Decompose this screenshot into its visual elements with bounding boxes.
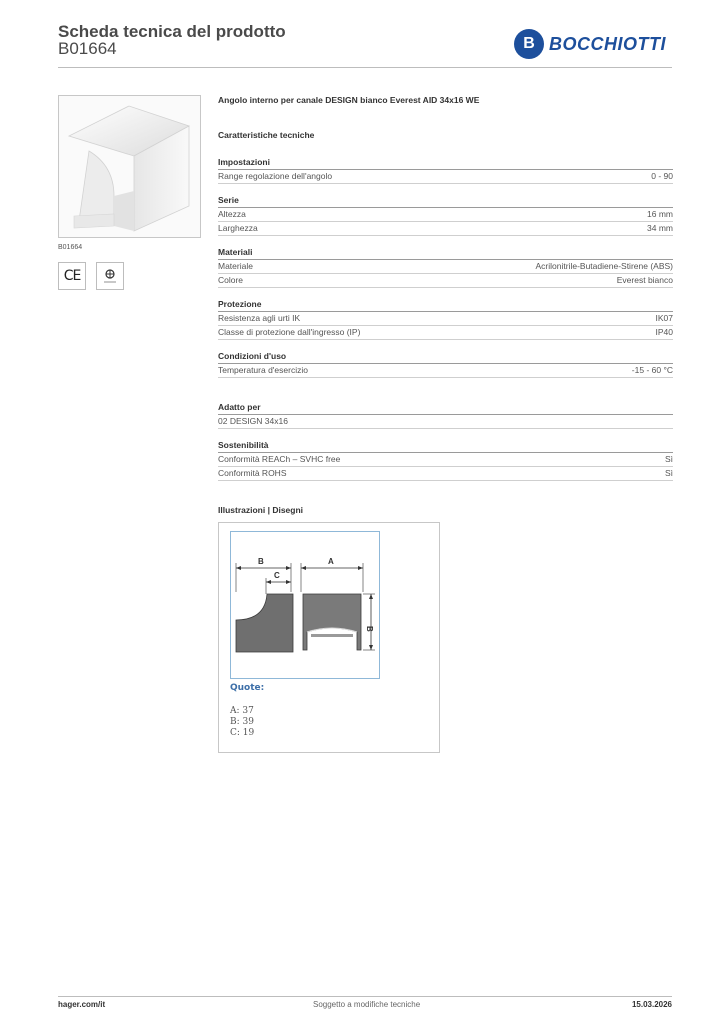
approval-mark-icon bbox=[96, 262, 124, 290]
quote-b: B: 39 bbox=[230, 717, 254, 727]
spec-row bbox=[218, 208, 673, 222]
spec-value: Acrilonitrile-Butadiene-Stirene (ABS) bbox=[535, 261, 673, 271]
group-impostazioni bbox=[218, 157, 673, 184]
spec-label: Materiale bbox=[218, 261, 253, 271]
footer-date: 15.03.2026 bbox=[631, 1000, 672, 1009]
technical-content bbox=[218, 95, 673, 753]
spec-value: Sì bbox=[664, 454, 673, 464]
spec-value: IK07 bbox=[655, 313, 673, 323]
group-condizioni-uso bbox=[218, 351, 673, 378]
page-header bbox=[58, 20, 672, 68]
spec-row bbox=[218, 364, 673, 378]
quote-a: A: 37 bbox=[230, 706, 254, 716]
group-title: Protezione bbox=[218, 299, 673, 312]
spec-label: 02 DESIGN 34x16 bbox=[218, 416, 288, 426]
spec-label: Altezza bbox=[218, 209, 246, 219]
spec-value: 34 mm bbox=[647, 223, 673, 233]
page-footer bbox=[58, 996, 672, 1016]
group-serie bbox=[218, 195, 673, 236]
logo-text: BOCCHIOTTI bbox=[549, 33, 666, 54]
spec-label: Temperatura d'esercizio bbox=[218, 365, 308, 375]
ce-mark-icon: CE bbox=[58, 262, 86, 290]
spec-row bbox=[218, 467, 673, 481]
quote-c: C: 19 bbox=[230, 728, 255, 738]
group-title: Adatto per bbox=[218, 402, 673, 415]
group-protezione bbox=[218, 299, 673, 340]
spec-row bbox=[218, 274, 673, 288]
spec-row bbox=[218, 326, 673, 340]
spec-label: Colore bbox=[218, 275, 244, 285]
spec-row bbox=[218, 415, 673, 429]
spec-label: Conformità ROHS bbox=[218, 468, 287, 478]
group-title: Sostenibilità bbox=[218, 440, 673, 453]
product-photo bbox=[58, 95, 201, 238]
footer-disclaimer: Soggetto a modifiche tecniche bbox=[313, 1000, 421, 1009]
group-materiali bbox=[218, 247, 673, 288]
page-title: Scheda tecnica del prodotto bbox=[58, 22, 286, 41]
spec-row bbox=[218, 222, 673, 236]
spec-value: IP40 bbox=[655, 327, 673, 337]
spec-row bbox=[218, 453, 673, 467]
spec-value: Everest bianco bbox=[616, 275, 673, 285]
logo-mark-icon: B bbox=[514, 29, 544, 59]
product-name: Angolo interno per canale DESIGN bianco Everest AID 34x16 WE bbox=[218, 95, 480, 105]
group-title: Impostazioni bbox=[218, 157, 673, 170]
spec-value: 16 mm bbox=[647, 209, 673, 219]
dim-label-c: C bbox=[274, 571, 280, 580]
group-title: Serie bbox=[218, 195, 673, 208]
spec-label: Resistenza agli urti IK bbox=[218, 313, 301, 323]
group-sostenibilita bbox=[218, 440, 673, 481]
spec-row bbox=[218, 170, 673, 184]
spec-label: Larghezza bbox=[218, 223, 258, 233]
footer-website-link[interactable]: hager.com/it bbox=[58, 1000, 106, 1009]
group-title: Condizioni d'uso bbox=[218, 351, 673, 364]
group-adatto-per bbox=[218, 402, 673, 429]
spec-label: Conformità REACh – SVHC free bbox=[218, 454, 341, 464]
group-title: Materiali bbox=[218, 247, 673, 260]
tech-section-title: Caratteristiche tecniche bbox=[218, 130, 315, 140]
bocchiotti-logo bbox=[514, 28, 666, 60]
dim-label-b-vertical: B bbox=[365, 626, 374, 632]
illustrations-title: Illustrazioni | Disegni bbox=[218, 505, 304, 515]
dim-label-b: B bbox=[258, 557, 264, 566]
dim-label-a: A bbox=[328, 557, 334, 566]
photo-caption: B01664 bbox=[58, 244, 83, 251]
spec-value: 0 - 90 bbox=[651, 171, 673, 181]
spec-label: Classe di protezione dall'ingresso (IP) bbox=[218, 327, 361, 337]
spec-row bbox=[218, 312, 673, 326]
spec-value: Sì bbox=[664, 468, 673, 478]
spec-row bbox=[218, 260, 673, 274]
product-code: B01664 bbox=[58, 39, 117, 58]
illustration-box bbox=[218, 522, 440, 753]
spec-label: Range regolazione dell'angolo bbox=[218, 171, 333, 181]
spec-value: -15 - 60 °C bbox=[631, 365, 673, 375]
technical-drawing bbox=[230, 531, 380, 679]
quote-title: Quote: bbox=[230, 683, 265, 693]
